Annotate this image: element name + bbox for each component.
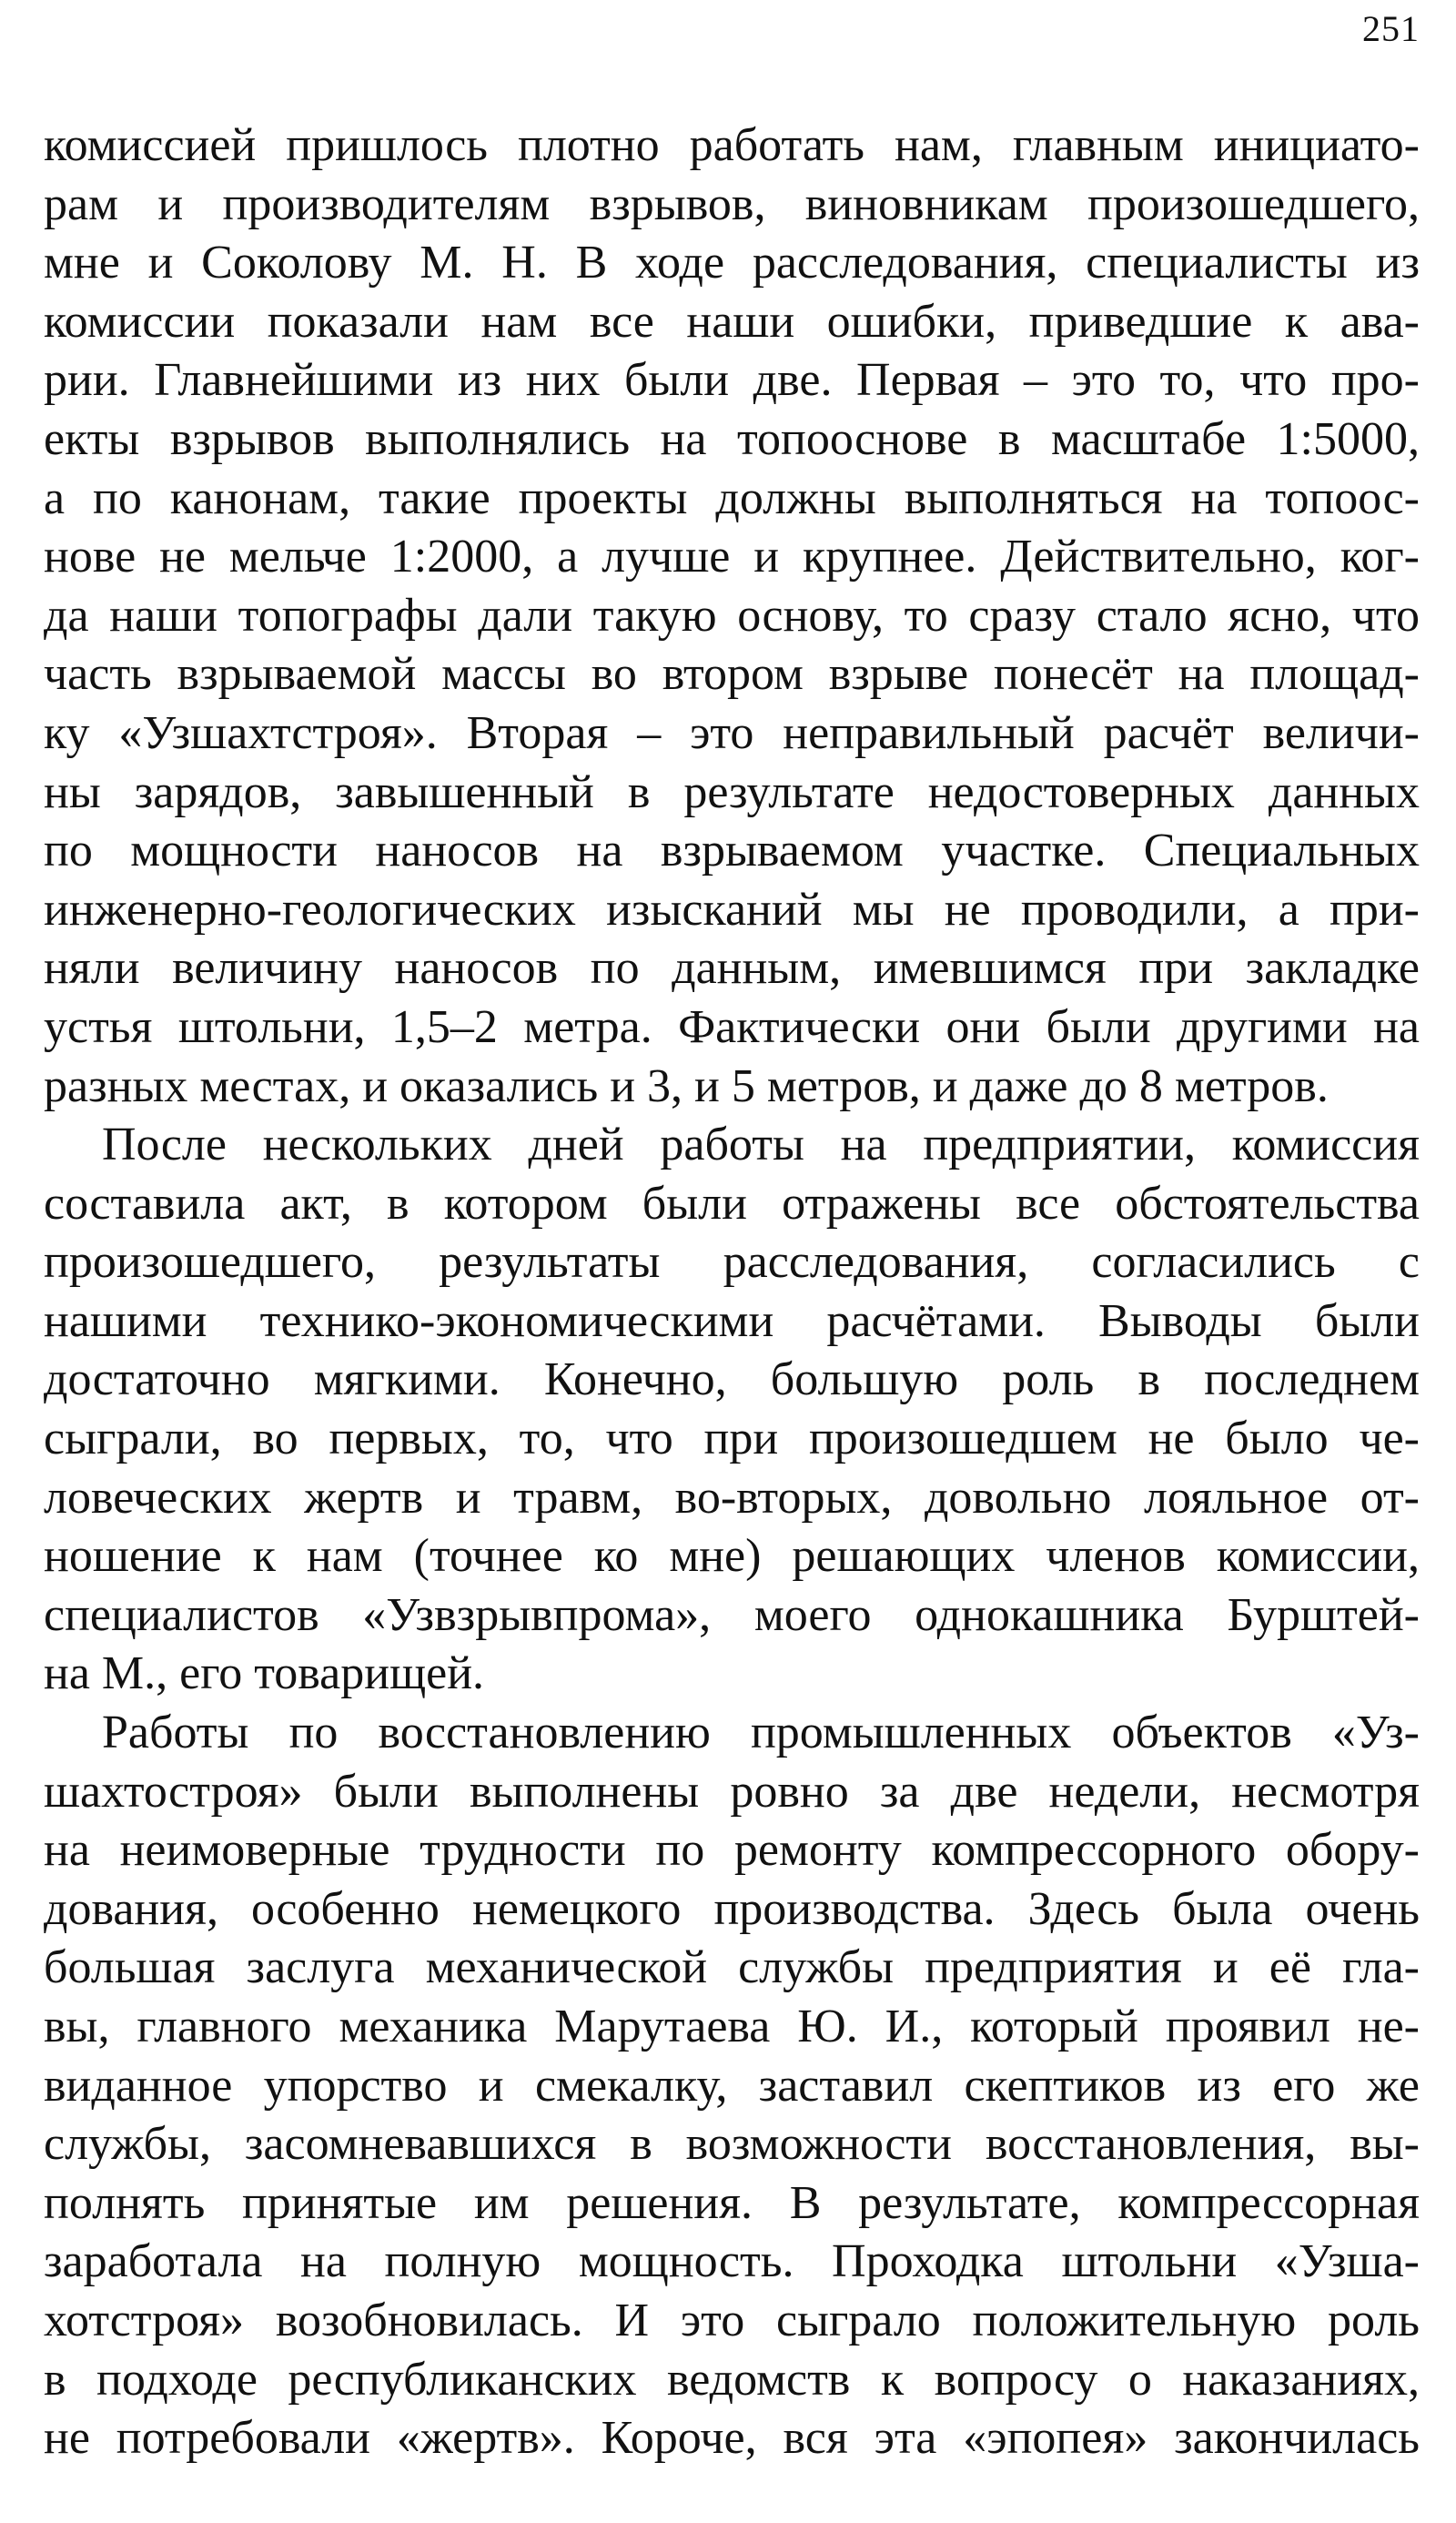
text-line: большая заслуга механической службы предприятия и её гла- bbox=[44, 1941, 1420, 1994]
text-line: рии. Главнейшими из них были две. Первая – это то, что про- bbox=[44, 354, 1420, 407]
text-line: вы, главного механика Марутаева Ю. И., который проявил не- bbox=[44, 2001, 1420, 2052]
text-line: на М., его товарищей. bbox=[44, 1647, 485, 1700]
text-line: достаточно мягкими. Конечно, большую роль в последнем bbox=[44, 1353, 1420, 1406]
text-line: виданное упорство и смекалку, заставил скептиков из его же bbox=[44, 2059, 1420, 2112]
text-line: устья штольни, 1,5–2 метра. Фактически они были другими на bbox=[44, 1000, 1420, 1053]
text-line: комиссией пришлось плотно работать нам, главным инициато- bbox=[44, 119, 1420, 171]
text-line: мне и Соколову М. Н. В ходе расследования, специалисты из bbox=[44, 237, 1420, 289]
text-line: ловеческих жертв и травм, во-вторых, довольно лояльное от- bbox=[44, 1471, 1420, 1524]
text-line: сыграли, во первых, то, что при произошедшем не было че- bbox=[44, 1413, 1420, 1465]
text-line: не потребовали «жертв». Короче, вся эта «эпопея» закончилась bbox=[44, 2412, 1420, 2465]
text-line: службы, засомневавшихся в возможности восстановления, вы- bbox=[44, 2118, 1420, 2171]
text-line: ку «Узшахтстроя». Вторая – это неправильный расчёт величи- bbox=[44, 706, 1420, 759]
text-line: часть взрываемой массы во втором взрыве понесёт на площад- bbox=[44, 648, 1420, 701]
text-line: специалистов «Узвзрывпрома», моего однокашника Бурштей- bbox=[44, 1588, 1420, 1641]
body-text bbox=[44, 117, 1420, 2468]
text-line: заработала на полную мощность. Проходка штольни «Узша- bbox=[44, 2235, 1420, 2288]
text-line: ношение к нам (точнее ко мне) решающих членов комиссии, bbox=[44, 1530, 1420, 1583]
text-line: рам и производителям взрывов, виновникам произошедшего, bbox=[44, 177, 1420, 230]
text-line: разных местах, и оказались и 3, и 5 метров, и даже до 8 метров. bbox=[44, 1059, 1329, 1112]
text-line: составила акт, в котором были отражены все обстоятельства bbox=[44, 1177, 1420, 1230]
text-line: комиссии показали нам все наши ошибки, приведшие к ава- bbox=[44, 295, 1420, 348]
text-line: После нескольких дней работы на предприятии, комиссия bbox=[102, 1119, 1420, 1171]
text-line: в подходе республиканских ведомств к вопросу о наказаниях, bbox=[44, 2353, 1420, 2406]
text-line: шахтостроя» были выполнены ровно за две недели, несмотря bbox=[44, 1765, 1420, 1818]
text-line: инженерно-геологических изысканий мы не проводили, а при- bbox=[44, 883, 1420, 936]
text-line: полнять принятые им решения. В результате, компрессорная bbox=[44, 2176, 1420, 2229]
text-line: по мощности наносов на взрываемом участке. Специальных bbox=[44, 825, 1420, 877]
text-line: нове не мельче 1:2000, а лучше и крупнее. Действительно, ког- bbox=[44, 531, 1420, 583]
text-line: дования, особенно немецкого производства. Здесь была очень bbox=[44, 1882, 1420, 1935]
text-line: няли величину наносов по данным, имевшимся при закладке bbox=[44, 942, 1420, 995]
text-line: на неимоверные трудности по ремонту компрессорного обору- bbox=[44, 1824, 1420, 1877]
text-line: да наши топографы дали такую основу, то сразу стало ясно, что bbox=[44, 589, 1420, 642]
text-line: хотстроя» возобновилась. И это сыграло положительную роль bbox=[44, 2294, 1420, 2346]
text-line: произошедшего, результаты расследования, согласились с bbox=[44, 1236, 1420, 1289]
text-line: нашими технико-экономическими расчётами. Выводы были bbox=[44, 1294, 1420, 1347]
text-line: екты взрывов выполнялись на топооснове в масштабе 1:5000, bbox=[44, 412, 1420, 465]
page-number: 251 bbox=[1362, 8, 1420, 49]
text-line: а по канонам, такие проекты должны выполняться на топоос- bbox=[44, 471, 1420, 524]
text-line: Работы по восстановлению промышленных объектов «Уз- bbox=[102, 1707, 1420, 1759]
text-line: ны зарядов, завышенный в результате недостоверных данных bbox=[44, 765, 1420, 818]
